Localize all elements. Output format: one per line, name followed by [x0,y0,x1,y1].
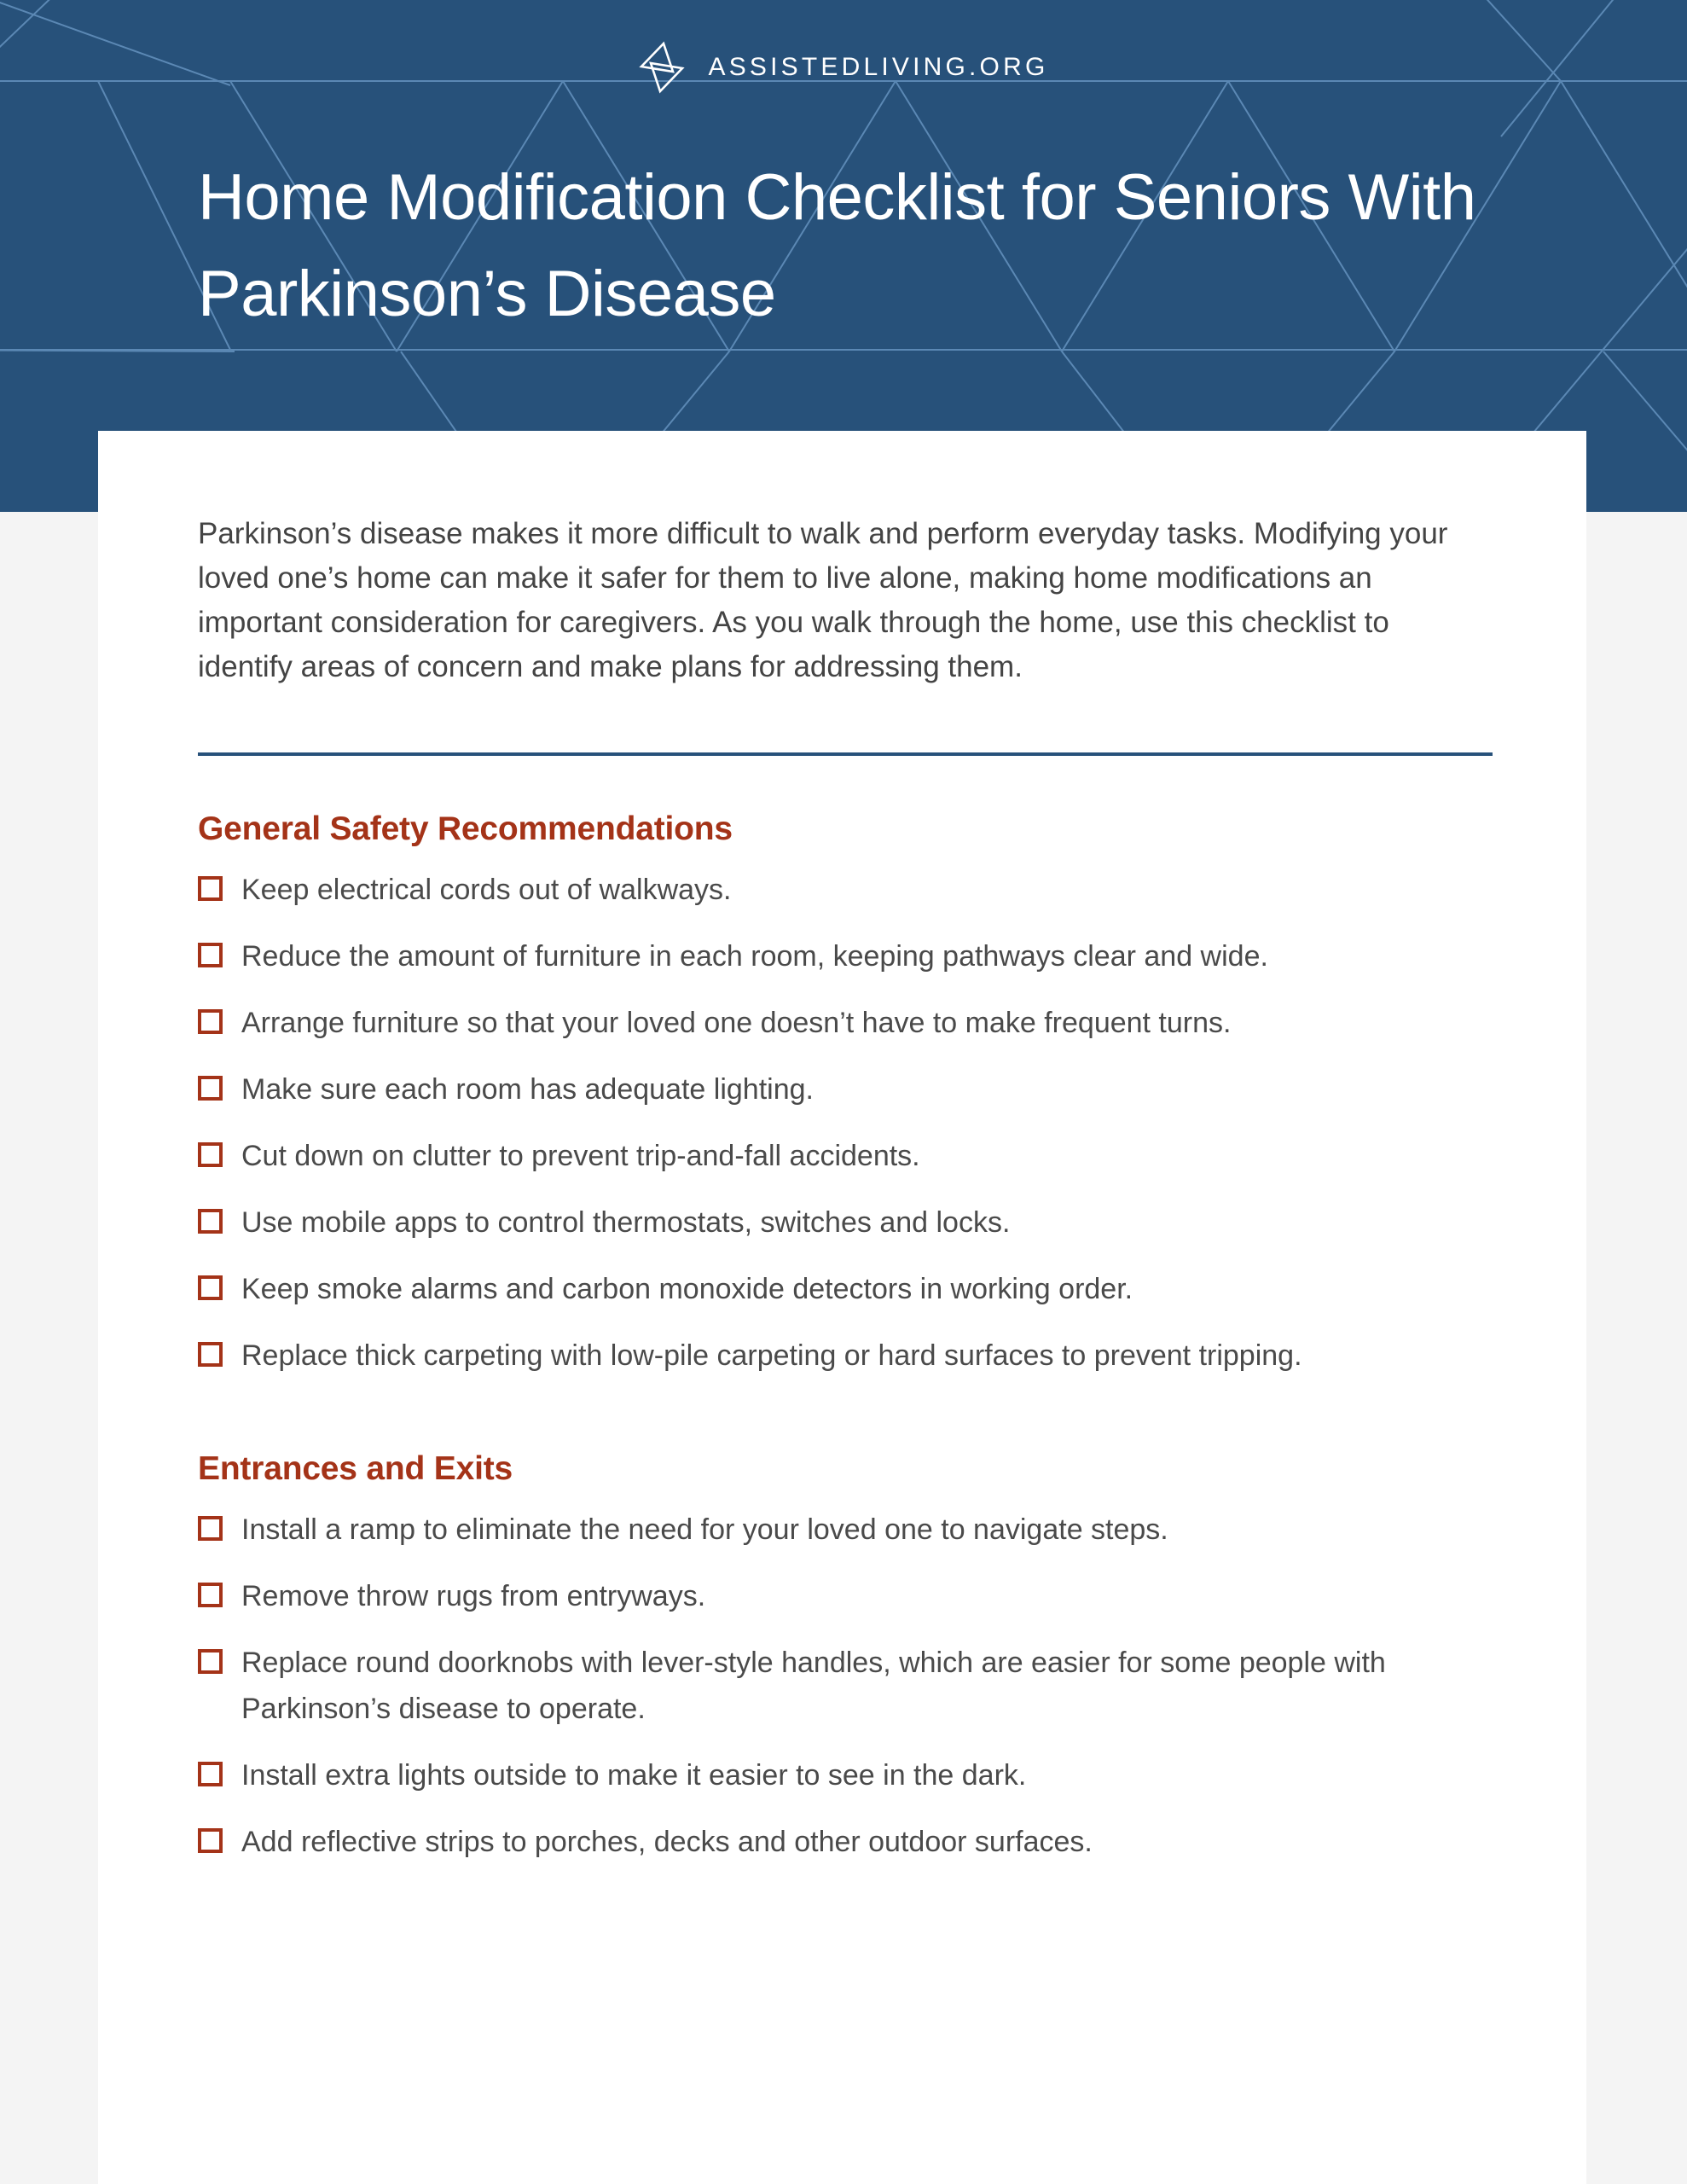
checklist-item-label: Replace round doorknobs with lever-style handles, which are easier for some people with Parkinson’s disease to operate. [241,1647,1386,1725]
section-divider [198,752,1493,756]
checklist-item[interactable] [198,1573,1494,1619]
checklist-item[interactable] [198,933,1494,979]
checklist-item-label: Cut down on clutter to prevent trip-and-fall accidents. [241,1140,920,1172]
checkbox-icon[interactable] [198,1762,223,1786]
checkbox-icon[interactable] [198,1828,223,1853]
checkbox-icon[interactable] [198,1142,223,1167]
checkbox-icon[interactable] [198,876,223,901]
checklist-item[interactable] [198,867,1494,913]
checklist-item-label: Remove throw rugs from entryways. [241,1580,706,1612]
checklist-item-label: Keep smoke alarms and carbon monoxide detectors in working order. [241,1273,1133,1305]
section-title: Entrances and Exits [198,1450,513,1487]
checkbox-icon[interactable] [198,1342,223,1367]
pinwheel-triangles-logo-icon [638,41,686,94]
checklist-item-label: Arrange furniture so that your loved one doesn’t have to make frequent turns. [241,1007,1232,1039]
checklist-item[interactable] [198,1000,1494,1046]
checklist-item[interactable] [198,1333,1494,1379]
checklist-item[interactable] [198,1266,1494,1312]
content-card-inner [198,512,1494,1865]
checklist-item-label: Reduce the amount of furniture in each room, keeping pathways clear and wide. [241,940,1268,973]
checklist-item[interactable] [198,1199,1494,1246]
section-title: General Safety Recommendations [198,810,733,847]
content-card [98,431,1586,2184]
checklist-item[interactable] [198,1066,1494,1112]
checklist-item-label: Install a ramp to eliminate the need for your loved one to navigate steps. [241,1513,1168,1546]
brand-lockup [0,41,1687,94]
checklist-item-label: Install extra lights outside to make it easier to see in the dark. [241,1759,1027,1792]
checklist-item[interactable] [198,1640,1494,1732]
checkbox-icon[interactable] [198,1649,223,1674]
checkbox-icon[interactable] [198,1275,223,1300]
checklist-item[interactable] [198,1507,1494,1553]
checklist-section [198,1450,1494,1865]
checkbox-icon[interactable] [198,943,223,967]
checklist-item[interactable] [198,1752,1494,1798]
page-title-wrap [198,149,1477,342]
checklist-item-label: Use mobile apps to control thermostats, switches and locks. [241,1206,1011,1239]
intro-paragraph: Parkinson’s disease makes it more difficult to walk and perform everyday tasks. Modifying your loved one’s home can make it safer for them to live alone, making home modifications an important consideration for caregivers. As you walk through the home, use this checklist to identify areas of concern and make plans for addressing them. [198,517,1448,683]
page-title: Home Modification Checklist for Seniors With Parkinson’s Disease [198,161,1476,330]
checkbox-icon[interactable] [198,1583,223,1607]
checkbox-icon[interactable] [198,1076,223,1101]
checklist-item[interactable] [198,1819,1494,1865]
checkbox-icon[interactable] [198,1009,223,1034]
checklist-item-label: Replace thick carpeting with low-pile carpeting or hard surfaces to prevent tripping. [241,1339,1302,1372]
checklist-section [198,810,1494,1379]
checkbox-icon[interactable] [198,1516,223,1541]
checklist-item-label: Make sure each room has adequate lighting. [241,1073,814,1106]
checklist-item-label: Add reflective strips to porches, decks and other outdoor surfaces. [241,1826,1093,1858]
checklist-item[interactable] [198,1133,1494,1179]
checklist-item-label: Keep electrical cords out of walkways. [241,874,732,906]
checkbox-icon[interactable] [198,1209,223,1234]
checklist-sections [198,810,1494,1865]
brand-name: ASSISTEDLIVING.ORG [708,53,1049,81]
